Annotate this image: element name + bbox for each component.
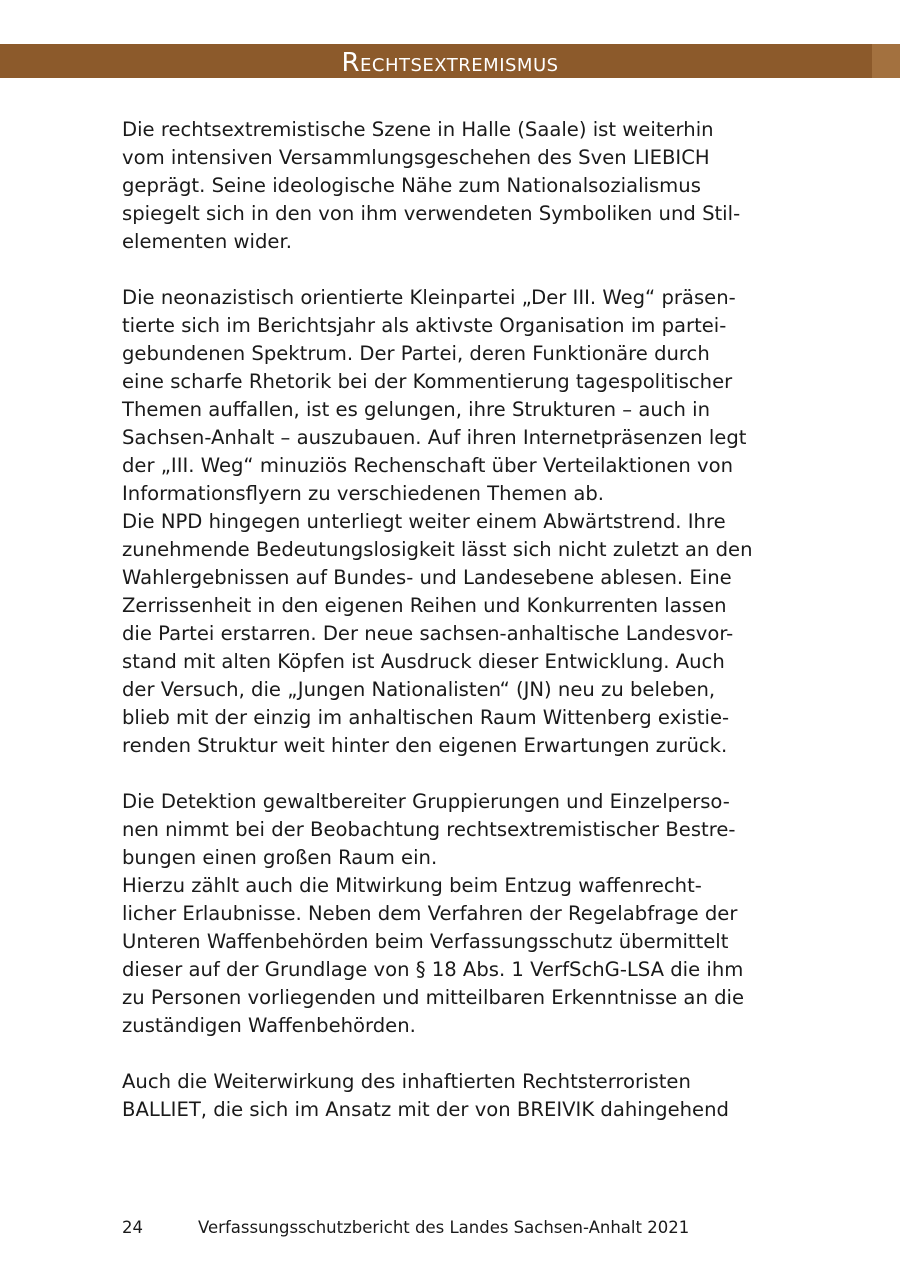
text-line: Auch die Weiterwirkung des inhaftierten Rechtsterroristen [122, 1070, 691, 1093]
footer-publication-title: Verfassungsschutzbericht des Landes Sachsen-Anhalt 2021 [198, 1218, 690, 1237]
text-line: bungen einen großen Raum ein. [122, 846, 438, 869]
text-line: Sachsen-Anhalt – auszubauen. Auf ihren Internetpräsenzen legt [122, 426, 747, 449]
text-line: BALLIET, die sich im Ansatz mit der von BREIVIK dahingehend [122, 1098, 729, 1121]
text-line: stand mit alten Köpfen ist Ausdruck dieser Entwicklung. Auch [122, 650, 725, 673]
text-line: Unteren Waffenbehörden beim Verfassungsschutz übermittelt [122, 930, 729, 953]
text-line: gebundenen Spektrum. Der Partei, deren Funktionäre durch [122, 342, 710, 365]
text-line: Die rechtsextremistische Szene in Halle (Saale) ist weiterhin [122, 118, 714, 141]
paragraph [122, 1068, 782, 1124]
section-header-bar [0, 44, 900, 78]
text-line: die Partei erstarren. Der neue sachsen-anhaltische Landesvor- [122, 622, 734, 645]
text-line: Die neonazistisch orientierte Kleinpartei „Der III. Weg“ präsen- [122, 286, 736, 309]
text-line: Informationsflyern zu verschiedenen Themen ab. [122, 482, 605, 505]
text-line: nen nimmt bei der Beobachtung rechtsextremistischer Bestre- [122, 818, 736, 841]
text-line: der Versuch, die „Jungen Nationalisten“ (JN) neu zu beleben, [122, 678, 716, 701]
text-line: tierte sich im Berichtsjahr als aktivste Organisation im partei- [122, 314, 727, 337]
text-line: Hierzu zählt auch die Mitwirkung beim Entzug waffenrecht- [122, 874, 702, 897]
text-line: Wahlergebnissen auf Bundes- und Landesebene ablesen. Eine [122, 566, 732, 589]
text-line: eine scharfe Rhetorik bei der Kommentierung tagespolitischer [122, 370, 733, 393]
text-line: zunehmende Bedeutungslosigkeit lässt sich nicht zuletzt an den [122, 538, 753, 561]
text-line: vom intensiven Versammlungsgeschehen des Sven LIEBICH [122, 146, 710, 169]
text-line: spiegelt sich in den von ihm verwendeten Symboliken und Stil- [122, 202, 741, 225]
text-line: dieser auf der Grundlage von § 18 Abs. 1 VerfSchG-LSA die ihm [122, 958, 744, 981]
text-line: geprägt. Seine ideologische Nähe zum Nationalsozialismus [122, 174, 701, 197]
text-line: renden Struktur weit hinter den eigenen Erwartungen zurück. [122, 734, 728, 757]
text-line: Die NPD hingegen unterliegt weiter einem Abwärtstrend. Ihre [122, 510, 726, 533]
text-line: zuständigen Waffenbehörden. [122, 1014, 416, 1037]
text-line: elementen wider. [122, 230, 292, 253]
text-line: der „III. Weg“ minuziös Rechenschaft über Verteilaktionen von [122, 454, 734, 477]
body-text [122, 116, 782, 1152]
text-line: Die Detektion gewaltbereiter Gruppierungen und Einzelperso- [122, 790, 730, 813]
paragraph [122, 116, 782, 256]
text-line: Themen auffallen, ist es gelungen, ihre Strukturen – auch in [122, 398, 711, 421]
paragraph [122, 284, 782, 760]
text-line: zu Personen vorliegenden und mitteilbaren Erkenntnisse an die [122, 986, 745, 1009]
page-number: 24 [122, 1218, 143, 1237]
text-line: blieb mit der einzig im anhaltischen Raum Wittenberg existie- [122, 706, 730, 729]
section-title: Rechtsextremismus [341, 48, 559, 78]
text-line: licher Erlaubnisse. Neben dem Verfahren der Regelabfrage der [122, 902, 738, 925]
text-line: Zerrissenheit in den eigenen Reihen und Konkurrenten lassen [122, 594, 727, 617]
paragraph [122, 788, 782, 1040]
page-footer [122, 1214, 782, 1242]
